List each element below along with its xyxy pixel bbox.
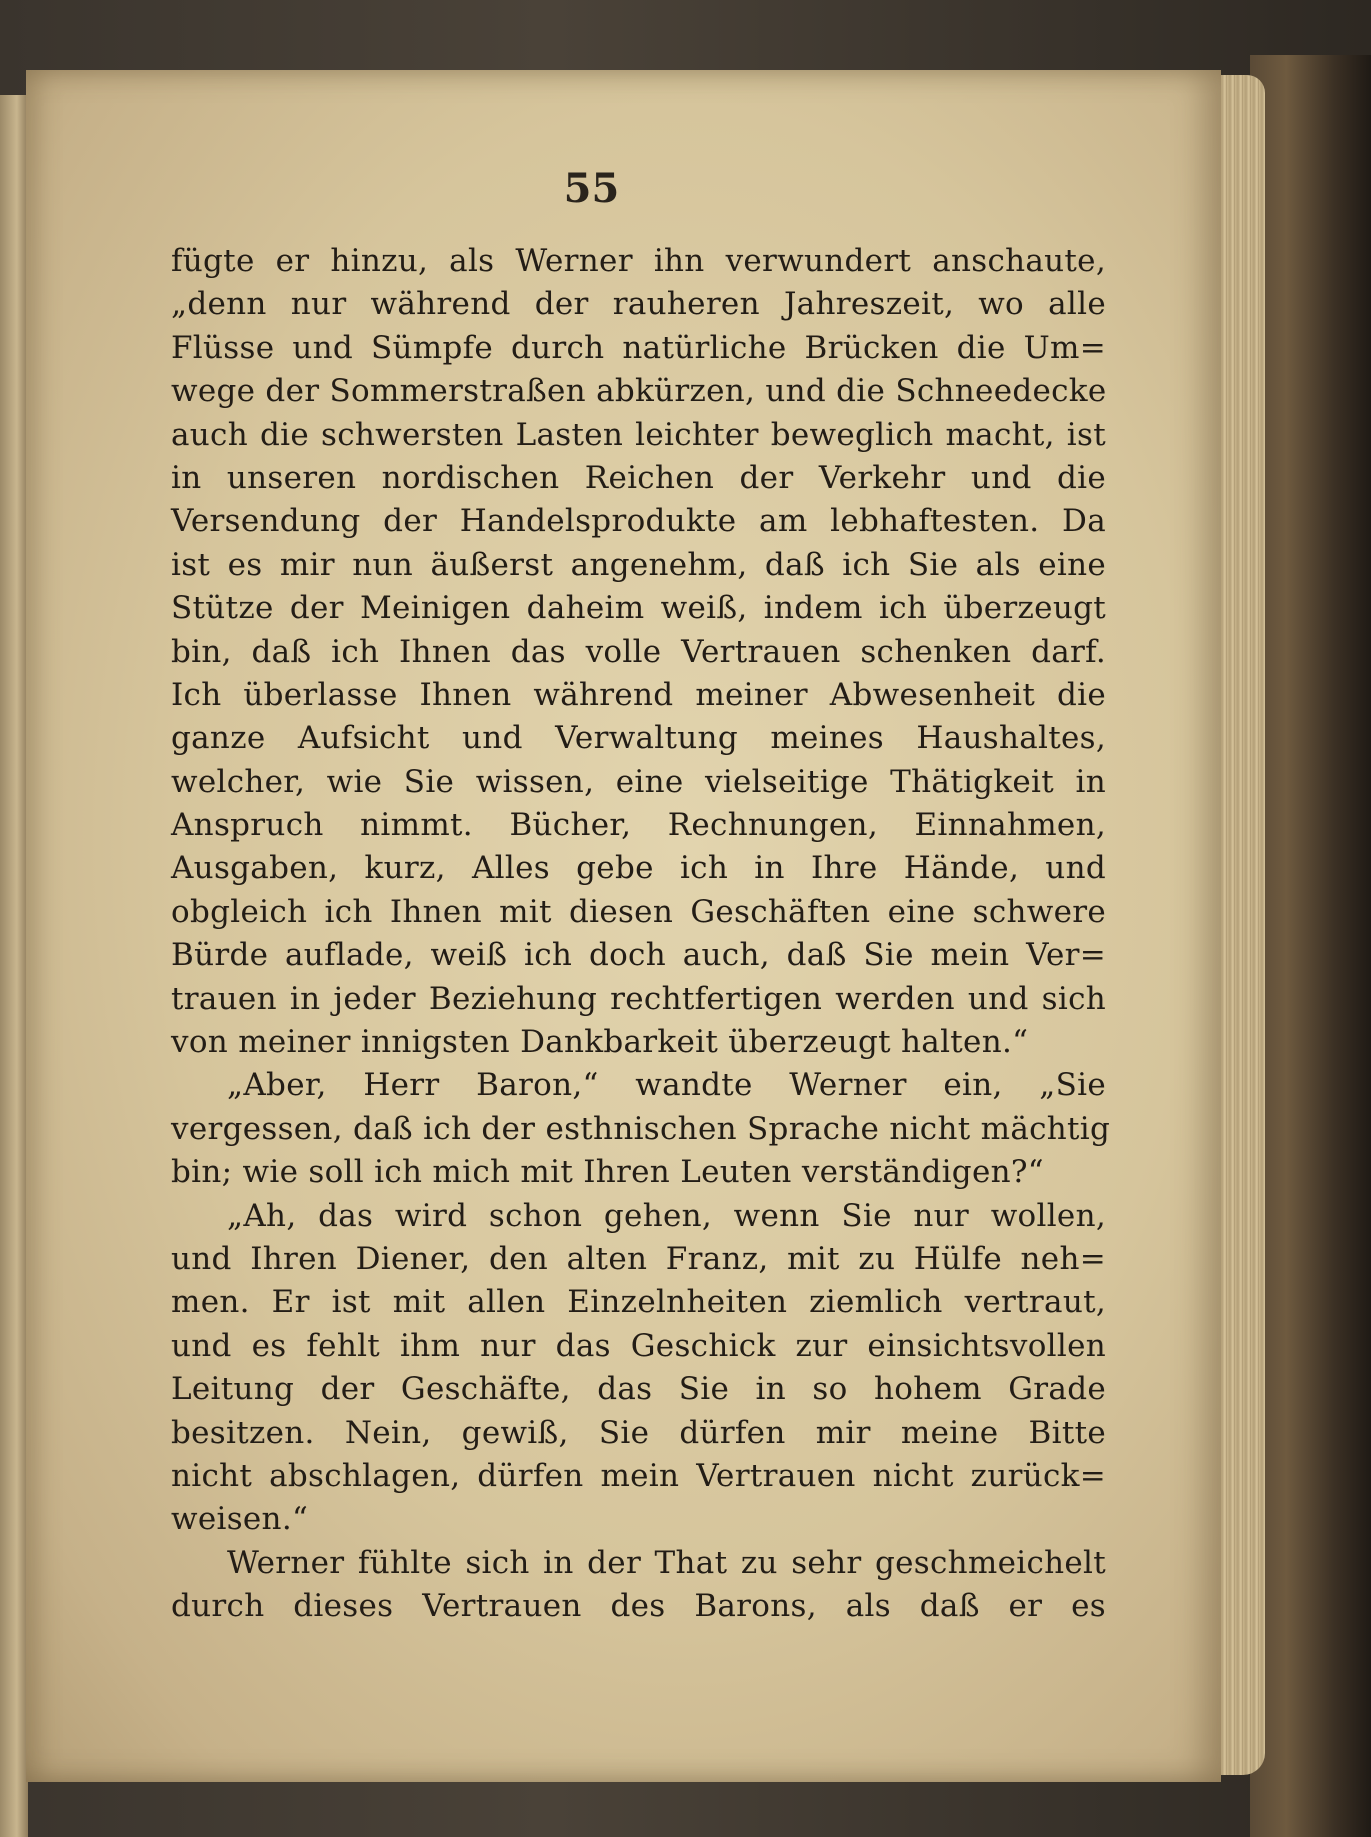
text-line: Bürde auflade, weiß ich doch auch, daß Sie mein Ver= [171, 937, 1106, 974]
text-line: von meiner innigsten Dankbarkeit überzeugt halten.“ [171, 1024, 1029, 1061]
text-line: wege der Sommerstraßen abkürzen, und die Schneedecke [171, 373, 1107, 410]
text-line: Versendung der Handelsprodukte am lebhaftesten. Da [171, 503, 1106, 540]
text-line: Stütze der Meinigen daheim weiß, indem ich überzeugt [171, 590, 1106, 627]
text-line: besitzen. Nein, gewiß, Sie dürfen mir meine Bitte [171, 1414, 1106, 1451]
text-line: Leitung der Geschäfte, das Sie in so hohem Grade [171, 1371, 1106, 1408]
page-text [171, 240, 1111, 1629]
text-line: durch dieses Vertrauen des Barons, als daß er es [171, 1588, 1106, 1625]
page-number: 55 [563, 165, 620, 212]
text-line: Ausgaben, kurz, Alles gebe ich in Ihre Hände, und [171, 850, 1106, 887]
text-line: nicht abschlagen, dürfen mein Vertrauen nicht zurück= [171, 1457, 1106, 1494]
text-line: „Aber, Herr Baron,“ wandte Werner ein, „Sie [227, 1067, 1106, 1104]
text-line: ganze Aufsicht und Verwaltung meines Haushaltes, [171, 720, 1106, 757]
text-line: vergessen, daß ich der esthnischen Sprache nicht mächtig [171, 1110, 1111, 1147]
text-line: ist es mir nun äußerst angenehm, daß ich Sie als eine [171, 546, 1106, 583]
text-line: „Ah, das wird schon gehen, wenn Sie nur wollen, [227, 1197, 1106, 1234]
text-line: Anspruch nimmt. Bücher, Rechnungen, Einnahmen, [171, 807, 1106, 844]
text-line: und es fehlt ihm nur das Geschick zur einsichtsvollen [171, 1327, 1106, 1364]
text-line: in unseren nordischen Reichen der Verkehr und die [171, 459, 1106, 496]
text-line: bin; wie soll ich mich mit Ihren Leuten verständigen?“ [171, 1154, 1044, 1191]
book-page [26, 70, 1221, 1782]
text-line: Ich überlasse Ihnen während meiner Abwesenheit die [171, 676, 1106, 713]
text-line: weisen.“ [171, 1501, 309, 1538]
text-line: fügte er hinzu, als Werner ihn verwundert anschaute, [171, 243, 1106, 279]
text-line: bin, daß ich Ihnen das volle Vertrauen schenken darf. [171, 633, 1106, 670]
book-cover [1250, 55, 1371, 1837]
text-line: trauen in jeder Beziehung rechtfertigen werden und sich [171, 980, 1106, 1017]
text-line: Werner fühlte sich in der That zu sehr geschmeichelt [227, 1544, 1106, 1581]
text-line: obgleich ich Ihnen mit diesen Geschäften eine schwere [171, 893, 1106, 930]
facing-page-edge [0, 95, 28, 1837]
text-line: Flüsse und Sümpfe durch natürliche Brücken die Um= [171, 329, 1106, 366]
text-line: welcher, wie Sie wissen, eine vielseitige Thätigkeit in [171, 763, 1106, 800]
text-line: auch die schwersten Lasten leichter beweglich macht, ist [171, 416, 1106, 453]
text-line: „denn nur während der rauheren Jahreszeit, wo alle [171, 286, 1106, 323]
text-line: men. Er ist mit allen Einzelnheiten ziemlich vertraut, [171, 1284, 1106, 1321]
text-line: und Ihren Diener, den alten Franz, mit zu Hülfe neh= [171, 1240, 1106, 1277]
